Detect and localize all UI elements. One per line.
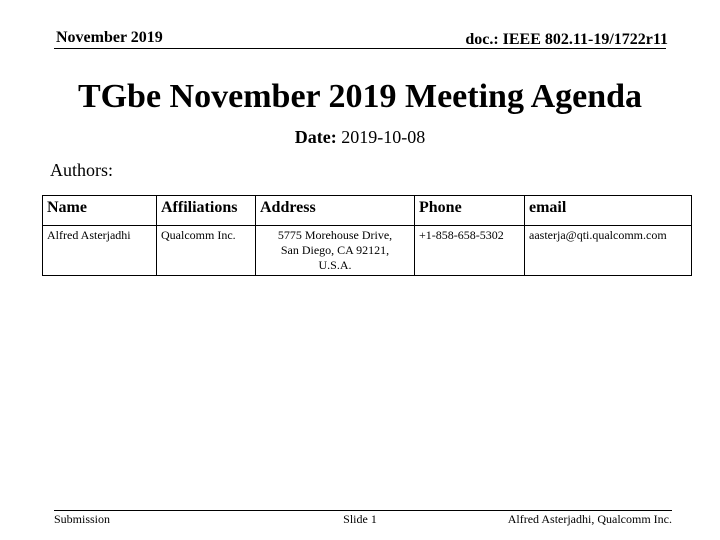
authors-label: Authors: <box>50 160 113 180</box>
date-value: 2019-10-08 <box>336 127 426 147</box>
author-affiliation: Qualcomm Inc. <box>157 226 256 276</box>
column-header-affiliations: Affiliations <box>157 196 256 226</box>
slide-title: TGbe November 2019 Meeting Agenda <box>77 78 643 115</box>
header-divider <box>54 48 666 49</box>
footer-author: Alfred Asterjadhi, Qualcomm Inc. <box>507 512 672 526</box>
table-header-row <box>43 196 692 226</box>
table-row <box>43 226 692 276</box>
author-name: Alfred Asterjadhi <box>43 226 157 276</box>
column-header-address: Address <box>256 196 415 226</box>
footer-submission: Submission <box>54 512 111 526</box>
date-line <box>0 127 720 148</box>
authors-table <box>42 195 692 276</box>
header-doc-id: doc.: IEEE 802.11-19/1722r11 <box>465 31 668 48</box>
footer-divider <box>54 510 672 511</box>
header-date: November 2019 <box>56 29 163 46</box>
date-label: Date: <box>294 127 337 147</box>
column-header-email: email <box>525 196 692 226</box>
address-line: U.S.A. <box>318 258 352 272</box>
author-phone: +1-858-658-5302 <box>415 226 525 276</box>
author-email: aasterja@qti.qualcomm.com <box>525 226 692 276</box>
footer-slide-number: Slide 1 <box>343 512 377 526</box>
address-line: San Diego, CA 92121, <box>280 243 390 257</box>
address-line: 5775 Morehouse Drive, <box>277 228 393 242</box>
column-header-phone: Phone <box>415 196 525 226</box>
author-address <box>256 226 415 276</box>
column-header-name: Name <box>43 196 157 226</box>
